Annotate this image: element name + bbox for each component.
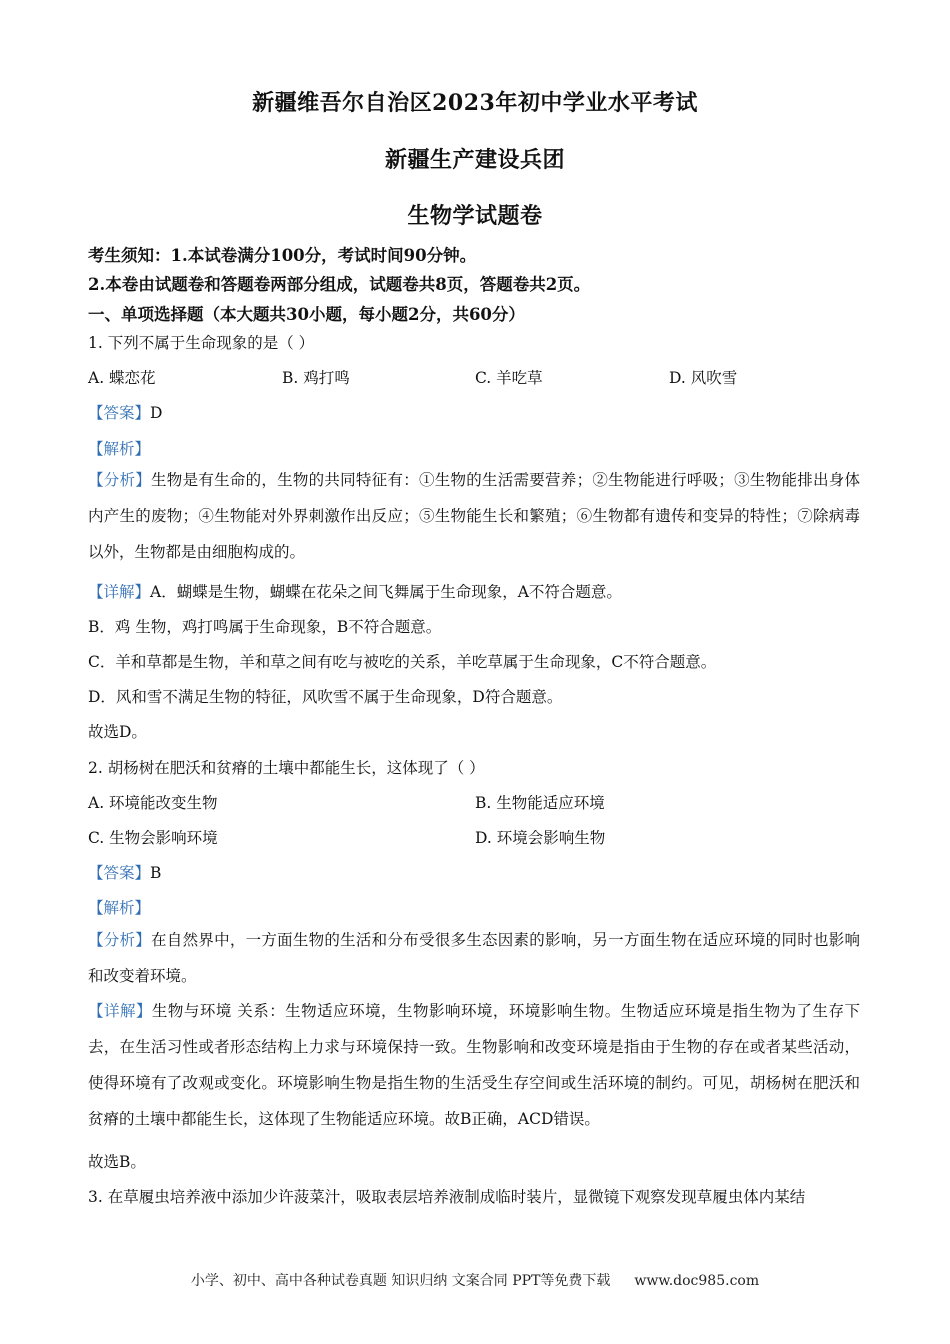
xiangjie-tag: 【详解】 (88, 583, 151, 601)
question-1-detail-d: D．风和雪不满足生物的特征，风吹雪不属于生命现象，D符合题意。 (88, 688, 563, 706)
question-2-option-d: D. 环境会影响生物 (475, 829, 606, 847)
answer-value: B (150, 864, 162, 882)
fenxi-text: 在自然界中，一方面生物的生活和分布受很多生态因素的影响，另一方面生物在适应环境的同时也影响和改变着环境。 (88, 931, 860, 985)
footer-url[interactable]: www.doc985.com (634, 1273, 760, 1289)
xiangjie-tag: 【详解】 (88, 1002, 152, 1020)
question-2-answer (88, 861, 161, 883)
question-2-analysis-tag: 【解析】 (88, 899, 151, 917)
paper-title: 生物学试题卷 (407, 203, 543, 229)
question-2-detail (88, 993, 860, 1137)
answer-value: D (150, 404, 163, 422)
fenxi-text: 生物是有生命的，生物的共同特征有：①生物的生活需要营养；②生物能进行呼吸；③生物能排出身体内产生的废物；④生物能对外界刺激作出反应；⑤生物能生长和繁殖；⑥生物都有遗传和变异的特性；⑦除病毒以外，生物都是由细胞构成的。 (88, 471, 860, 561)
notice-line-1: 考生须知：1.本试卷满分100分，考试时间90分钟。 (88, 246, 477, 265)
question-1-fenxi (88, 462, 860, 570)
section-heading: 一、单项选择题（本大题共30小题，每小题2分，共60分） (88, 305, 525, 324)
detail-text: 生物与环境 关系：生物适应环境，生物影响环境，环境影响生物。生物适应环境是指生物为了生存下去，在生活习性或者形态结构上力求与环境保持一致。生物影响和改变环境是指由于生物的存在或者某些活动，使得环境有了改观或变化。环境影响生物是指生物的生活受生存空间或生活环境的制约。可见，胡杨树在肥沃和贫瘠的土壤中都能生长，这体现了生物能适应环境。故B正确，ACD错误。 (88, 1002, 860, 1128)
question-1-option-a: A. 蝶恋花 (88, 369, 156, 387)
question-1-analysis-tag: 【解析】 (88, 440, 151, 458)
question-1-option-d: D. 风吹雪 (669, 369, 738, 387)
question-1-option-b: B. 鸡打鸣 (282, 369, 350, 387)
question-1-detail-c: C．羊和草都是生物，羊和草之间有吃与被吃的关系，羊吃草属于生命现象，C不符合题意。 (88, 653, 717, 671)
question-1-conclusion: 故选D。 (88, 723, 147, 741)
question-1-answer (88, 401, 162, 423)
question-2-fenxi (88, 922, 860, 994)
question-2-option-b: B. 生物能适应环境 (475, 794, 605, 812)
question-2-option-a: A. 环境能改变生物 (88, 794, 218, 812)
question-2-option-c: C. 生物会影响环境 (88, 829, 218, 847)
question-2-stem: 2. 胡杨树在肥沃和贫瘠的土壤中都能生长，这体现了（ ） (88, 759, 485, 777)
notice-line-2: 2.本卷由试题卷和答题卷两部分组成，试题卷共8页，答题卷共2页。 (88, 275, 591, 294)
fenxi-tag: 【分析】 (88, 471, 152, 489)
question-1-detail-a (88, 580, 622, 602)
answer-tag: 【答案】 (88, 864, 151, 882)
question-1-detail-b: B．鸡 生物，鸡打鸣属于生命现象，B不符合题意。 (88, 618, 442, 636)
exam-title: 新疆维吾尔自治区2023年初中学业水平考试 (252, 90, 698, 116)
fenxi-tag: 【分析】 (88, 931, 152, 949)
question-1-stem: 1. 下列不属于生命现象的是（ ） (88, 334, 315, 352)
question-2-conclusion: 故选B。 (88, 1153, 146, 1171)
exam-subtitle: 新疆生产建设兵团 (384, 147, 565, 173)
answer-tag: 【答案】 (88, 404, 151, 422)
footer-text: 小学、初中、高中各种试卷真题 知识归纳 文案合同 PPT等免费下载 (190, 1273, 611, 1289)
question-3-stem: 3. 在草履虫培养液中添加少许菠菜汁，吸取表层培养液制成临时装片，显微镜下观察发现草履虫体内某结 (88, 1188, 806, 1206)
question-1-option-c: C. 羊吃草 (475, 369, 543, 387)
detail-a-text: A．蝴蝶是生物，蝴蝶在花朵之间飞舞属于生命现象，A不符合题意。 (150, 583, 622, 601)
page-footer (0, 1270, 950, 1290)
